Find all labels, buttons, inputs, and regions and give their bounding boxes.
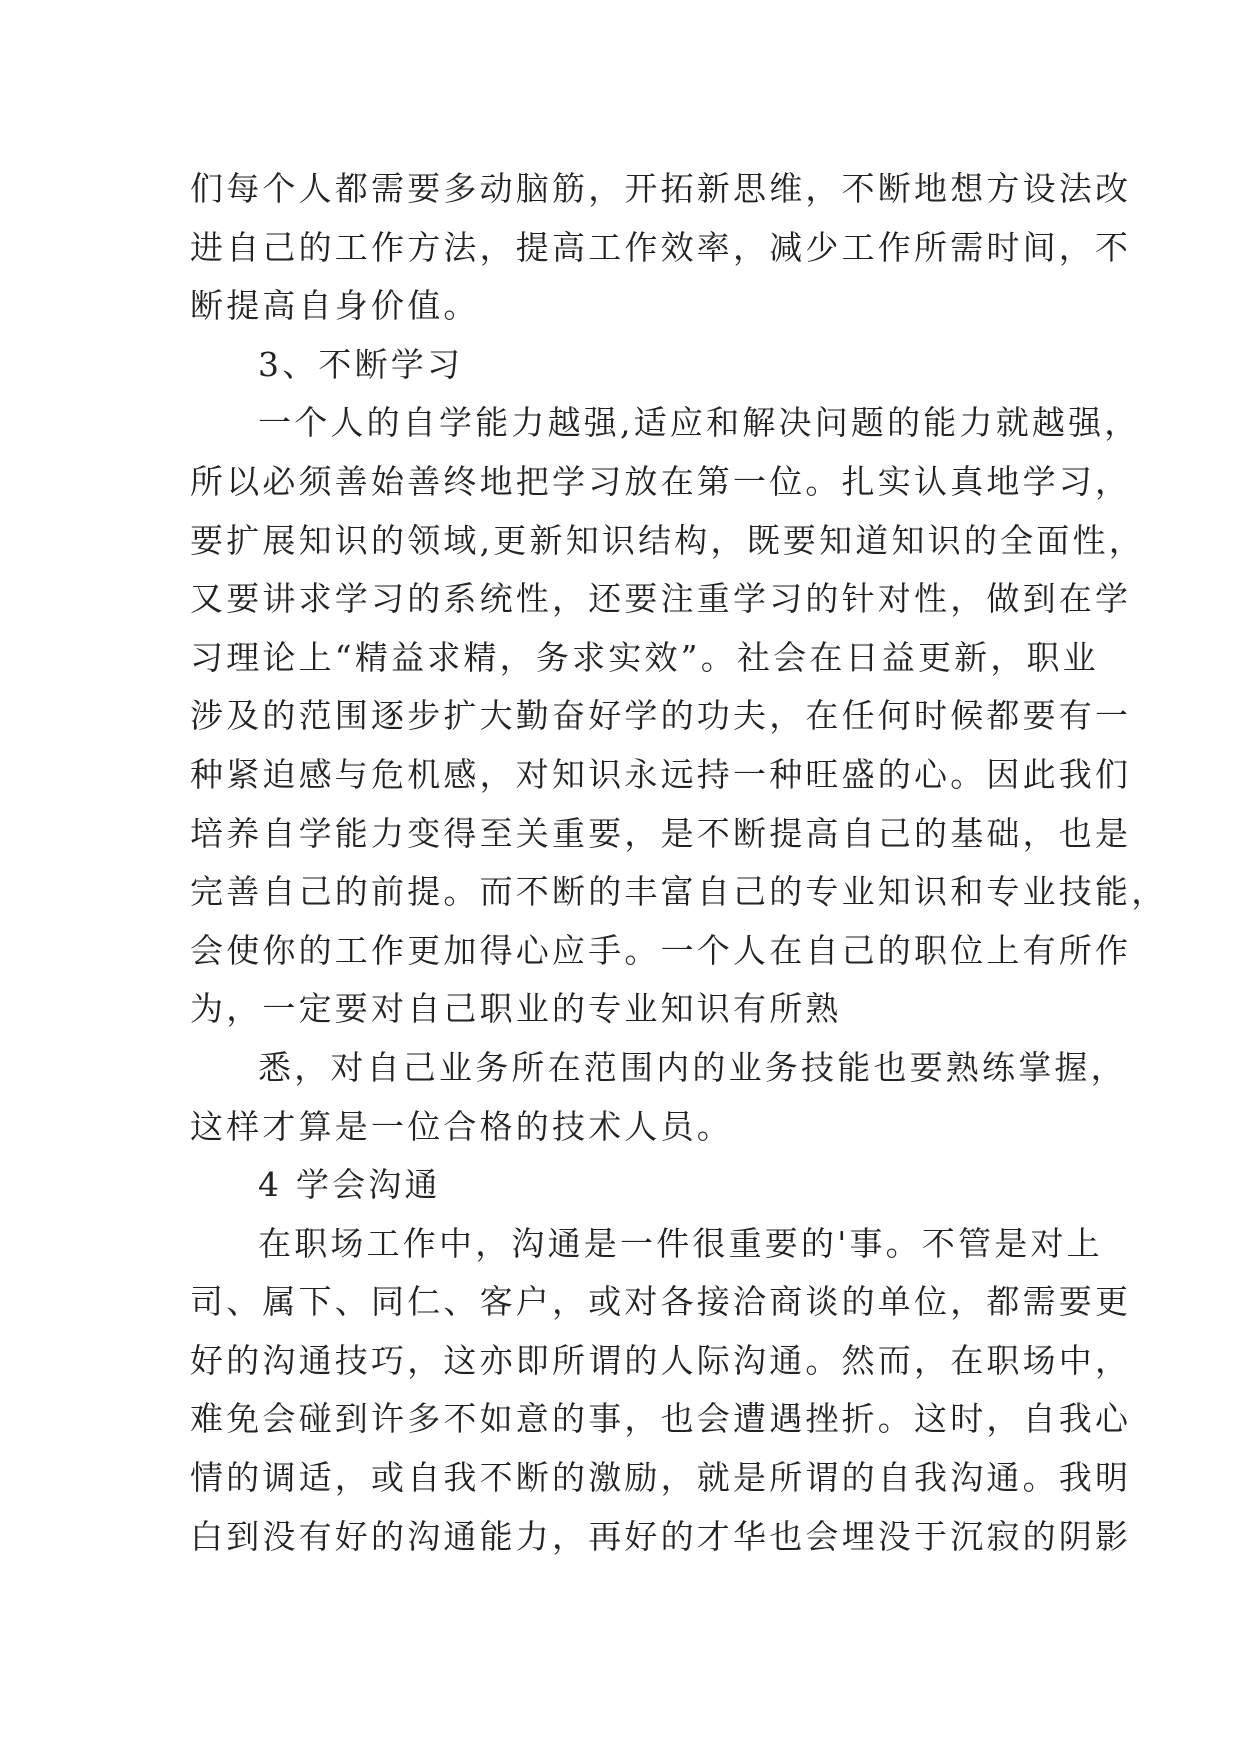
- text-line: 难免会碰到许多不如意的事，也会遭遇挫折。这时，自我心: [190, 1399, 1132, 1439]
- text-line: 习理论上“精益求精，务求实效”。社会在日益更新，职业: [190, 637, 1099, 677]
- section-heading: 4 学会沟通: [258, 1165, 441, 1205]
- text-line: 要扩展知识的领域,更新知识结构，既要知道知识的全面性，: [190, 520, 1145, 560]
- text-line: 涉及的范围逐步扩大勤奋好学的功夫，在任何时候都要有一: [190, 696, 1132, 736]
- text-line: 完善自己的前提。而不断的丰富自己的专业知识和专业技能，: [190, 872, 1168, 912]
- text-line: 种紧迫感与危机感，对知识永远持一种旺盛的心。因此我们: [190, 754, 1132, 794]
- text-line: 在职场工作中，沟通是一件很重要的'事。不管是对上: [258, 1223, 1103, 1263]
- text-line: 培养自学能力变得至关重要，是不断提高自己的基础，也是: [190, 813, 1132, 853]
- text-line: 情的调适，或自我不断的激励，就是所谓的自我沟通。我明: [190, 1458, 1132, 1498]
- text-line: 这样才算是一位合格的技术人员。: [190, 1106, 733, 1146]
- text-line: 悉，对自己业务所在范围内的业务技能也要熟练掌握，: [258, 1047, 1127, 1087]
- text-line: 所以必须善始善终地把学习放在第一位。扎实认真地学习，: [190, 461, 1132, 501]
- text-line: 一个人的自学能力越强,适应和解决问题的能力就越强，: [258, 403, 1141, 443]
- section-heading: 3、不断学习: [258, 344, 464, 384]
- text-line: 会使你的工作更加得心应手。一个人在自己的职位上有所作: [190, 930, 1132, 970]
- text-line: 又要讲求学习的系统性，还要注重学习的针对性，做到在学: [190, 579, 1132, 619]
- document-body: [190, 160, 1168, 1566]
- text-line: 好的沟通技巧，这亦即所谓的人际沟通。然而，在职场中，: [190, 1340, 1132, 1380]
- text-line: 为，一定要对自己职业的专业知识有所熟: [190, 989, 842, 1029]
- text-line: 们每个人都需要多动脑筋，开拓新思维，不断地想方设法改: [190, 169, 1132, 208]
- text-line: 司、属下、同仁、客户，或对各接洽商谈的单位，都需要更: [190, 1282, 1132, 1322]
- text-line: 白到没有好的沟通能力，再好的才华也会埋没于沉寂的阴影: [190, 1516, 1132, 1556]
- text-line: 断提高自身价值。: [190, 286, 480, 326]
- text-line: 进自己的工作方法，提高工作效率，减少工作所需时间，不: [190, 227, 1132, 267]
